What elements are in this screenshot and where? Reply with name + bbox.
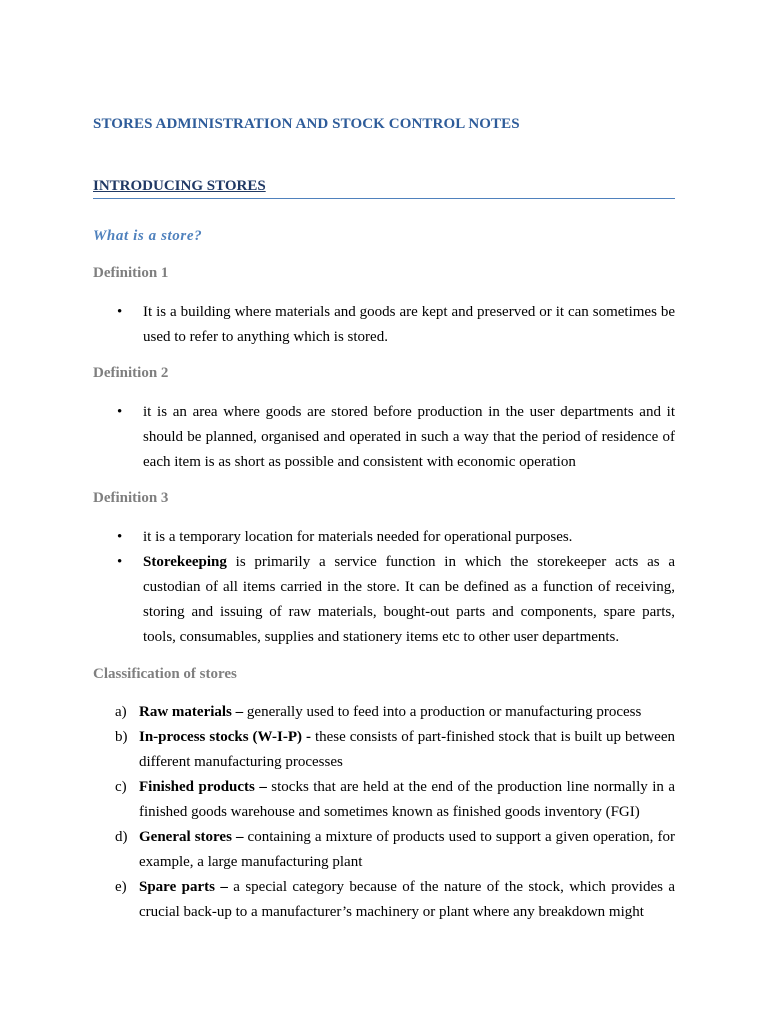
list-item-text: containing a mixture of products used to support a given operation, for example, a large manufacturing plant (139, 829, 675, 870)
definition-2-heading: Definition 2 (93, 365, 169, 381)
definition-1-heading: Definition 1 (93, 265, 169, 281)
list-marker: d) (115, 829, 128, 845)
list-item (93, 700, 675, 725)
list-item (93, 525, 675, 550)
classification-heading: Classification of stores (93, 666, 237, 682)
section-heading (93, 178, 675, 199)
list-marker: a) (115, 704, 127, 720)
list-item-term: Finished products – (139, 779, 267, 795)
list-item-text: stocks that are held at the end of the production line normally in a finished goods warehouse and sometimes known as finished goods inventory (FGI) (139, 779, 675, 820)
list-item (93, 875, 675, 925)
list-item (93, 550, 675, 650)
definition-3-list (93, 525, 675, 650)
list-marker: e) (115, 879, 127, 895)
list-item-text: It is a building where materials and goods are kept and preserved or it can sometimes be used to refer to anything which is stored. (143, 304, 675, 345)
bullet-icon: • (117, 304, 123, 320)
list-item-term: Spare parts – (139, 879, 228, 895)
list-item-text: these consists of part-finished stock that is built up between different manufacturing processes (139, 729, 675, 770)
list-item-text: a special category because of the nature of the stock, which provides a crucial back-up to a manufacturer’s machinery or plant where any breakdown might (139, 879, 676, 920)
bullet-icon: • (117, 529, 123, 545)
list-marker: b) (115, 729, 128, 745)
bullet-icon: • (117, 404, 123, 420)
document-title: STORES ADMINISTRATION AND STOCK CONTROL NOTES (93, 116, 520, 132)
list-marker: c) (115, 779, 127, 795)
definition-1-list (93, 300, 675, 350)
bullet-icon: • (117, 554, 123, 570)
subheading: What is a store? (93, 228, 203, 244)
list-item-text: generally used to feed into a production or manufacturing process (243, 704, 642, 720)
list-item-text: is primarily a service function in which the storekeeper acts as a custodian of all items carried in the store. It can be defined as a function of receiving, storing and issuing of raw materials, bought-out parts and components, spare parts, tools, consumables, supplies and stationery items etc to other user departments. (143, 554, 675, 645)
list-item-term: Raw materials – (139, 704, 244, 720)
definition-2-list (93, 400, 675, 475)
list-item-term: In-process stocks (W-I-P) - (139, 729, 311, 745)
definition-3-heading: Definition 3 (93, 490, 169, 506)
list-item-term: Storekeeping (143, 554, 227, 570)
list-item (93, 400, 675, 475)
list-item-text: it is an area where goods are stored before production in the user departments and it should be planned, organised and operated in such a way that the period of residence of each item is as short as possible and consistent with economic operation (143, 404, 675, 470)
list-item (93, 775, 675, 825)
list-item (93, 300, 675, 350)
list-item (93, 725, 675, 775)
classification-list (93, 700, 675, 925)
list-item-text: it is a temporary location for materials needed for operational purposes. (143, 529, 573, 545)
section-heading-text: INTRODUCING STORES (93, 178, 266, 194)
list-item (93, 825, 675, 875)
list-item-term: General stores – (139, 829, 244, 845)
